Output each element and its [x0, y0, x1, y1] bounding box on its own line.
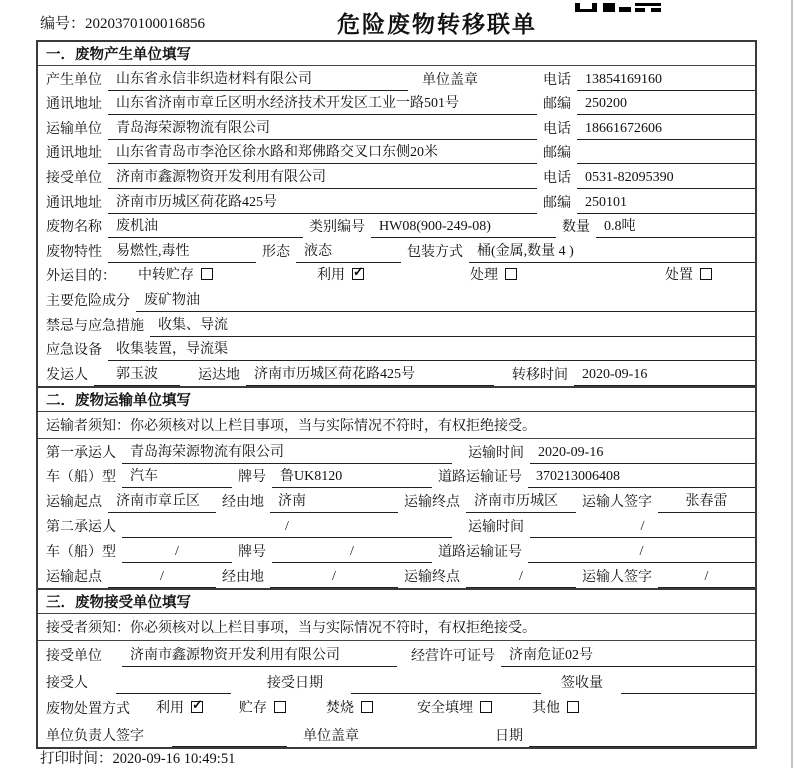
disposal-option-incinerate	[326, 697, 373, 720]
form-value: 液态	[296, 240, 401, 263]
via-label: 经由地	[222, 495, 264, 511]
producer-zip-value: 250200	[577, 96, 755, 115]
first-via-value: 济南	[270, 490, 398, 513]
form-label: 形态	[262, 244, 290, 260]
vehicle-type-label: 车（船）型	[46, 544, 116, 560]
via-label: 经由地	[222, 569, 264, 585]
serial-label: 编号：	[40, 16, 86, 32]
license-value: 济南危证02号	[501, 644, 755, 667]
taboo-value: 收集、导流	[150, 314, 755, 337]
receiver-address-value: 济南市历城区荷花路425号	[108, 191, 537, 214]
transporter-label: 运输单位	[46, 121, 102, 137]
first-plate-value: 鲁UK8120	[272, 465, 432, 488]
origin-label: 运输起点	[46, 569, 102, 585]
disposal-landfill-checkbox[interactable]	[480, 701, 492, 713]
quantity-value: 0.8吨	[596, 215, 755, 238]
serial-number: 2020370100016856	[85, 16, 206, 32]
storage-checkbox[interactable]	[201, 268, 213, 280]
second-via-value: /	[270, 569, 398, 588]
row-receiver-address	[38, 189, 755, 214]
date-value	[529, 729, 755, 747]
purpose-label: 外运目的：	[46, 269, 116, 285]
checkbox-label: 其他	[532, 701, 560, 716]
acceptor-label: 接受人	[46, 675, 88, 691]
date-label: 日期	[495, 728, 523, 744]
checkbox-label: 中转贮存	[138, 268, 194, 284]
first-origin-value: 济南市章丘区	[108, 490, 216, 513]
row-receiver	[38, 164, 755, 189]
accept-unit-value: 济南市鑫源物资开发利用有限公司	[122, 644, 397, 667]
zip-label: 邮编	[543, 97, 571, 113]
first-vehicle-value: 汽车	[122, 465, 232, 488]
unit-stamp-label: 单位盖章	[422, 72, 478, 88]
endpoint-label: 运输终点	[404, 495, 460, 511]
receiver-label: 接受单位	[46, 170, 102, 186]
row-second-vehicle	[38, 538, 755, 563]
first-carrier-signature-value: 张春雷	[658, 490, 755, 513]
address-label: 通讯地址	[46, 146, 102, 162]
zip-label: 邮编	[543, 146, 571, 162]
manifest-table	[36, 40, 757, 749]
transporter-phone-value: 18661672606	[577, 121, 755, 140]
page-edge-line	[791, 0, 793, 768]
checkbox-label: 处置	[665, 268, 693, 284]
checkbox-label: 利用	[317, 268, 345, 284]
transport-time-label: 运输时间	[468, 519, 524, 535]
disposal-option-utilize	[156, 697, 203, 720]
taboo-label: 禁忌与应急措施	[46, 318, 144, 334]
row-first-route	[38, 488, 755, 513]
head-signature-label: 单位负责人签字	[46, 728, 144, 744]
producer-phone-value: 13854169160	[577, 72, 755, 91]
second-carrier-signature-value: /	[658, 569, 755, 588]
zip-label: 邮编	[543, 195, 571, 211]
row-transfer-purpose	[38, 263, 755, 288]
second-road-permit-value: /	[528, 544, 755, 563]
unit-stamp-label: 单位盖章	[303, 728, 359, 744]
first-carrier-label: 第一承运人	[46, 445, 116, 461]
accept-date-label: 接受日期	[267, 675, 323, 691]
row-waste-name	[38, 214, 755, 239]
section-transporter-heading: 二．废物运输单位填写	[38, 388, 755, 412]
first-road-permit-value: 370213006408	[528, 469, 755, 488]
purpose-option-storage	[138, 264, 213, 287]
disposal-utilize-checkbox[interactable]	[191, 701, 203, 713]
producer-label: 产生单位	[46, 72, 102, 88]
transfer-date-value: 2020-09-16	[574, 367, 755, 386]
origin-label: 运输起点	[46, 495, 102, 511]
head-signature-value	[172, 729, 287, 747]
section-producer-heading: 一．废物产生单位填写	[38, 42, 755, 66]
accept-date-value	[351, 676, 541, 694]
road-permit-label: 道路运输证号	[438, 470, 522, 486]
waste-name-label: 废物名称	[46, 220, 102, 236]
purpose-option-dispose	[665, 264, 712, 287]
vehicle-type-label: 车（船）型	[46, 470, 116, 486]
carrier-signature-label: 运输人签字	[582, 495, 652, 511]
utilize-checkbox[interactable]	[352, 268, 364, 280]
accept-unit-label: 接受单位	[46, 649, 102, 664]
acceptor-value	[116, 676, 231, 694]
received-qty-value	[621, 676, 755, 694]
endpoint-label: 运输终点	[404, 569, 460, 585]
equipment-value: 收集装置，导流渠	[108, 338, 755, 361]
section-transporter	[38, 386, 755, 588]
second-plate-value: /	[272, 544, 432, 563]
row-transporter-address	[38, 140, 755, 165]
receiver-phone-value: 0531-82095390	[577, 170, 755, 189]
checkbox-label: 处理	[470, 268, 498, 284]
address-label: 通讯地址	[46, 97, 102, 113]
producer-address-value: 山东省济南市章丘区明水经济技术开发区工业一路501号	[108, 92, 537, 115]
category-value: HW08(900-249-08)	[371, 219, 556, 238]
print-time-value: 2020-09-16 10:49:51	[112, 751, 236, 767]
row-waste-character	[38, 238, 755, 263]
row-transporter	[38, 115, 755, 140]
row-disposal-method	[38, 694, 755, 721]
section-receiver-heading: 三．废物接受单位填写	[38, 590, 755, 614]
row-emergency-equipment	[38, 337, 755, 362]
first-carrier-time-value: 2020-09-16	[530, 445, 755, 464]
second-carrier-time-value: /	[530, 519, 755, 538]
road-permit-label: 道路运输证号	[438, 544, 522, 560]
disposal-option-landfill	[417, 697, 492, 720]
row-second-route	[38, 563, 755, 588]
row-first-carrier	[38, 439, 755, 464]
transporter-notice: 运输者须知：你必须核对以上栏目事项，当与实际情况不符时，有权拒绝接受。	[38, 412, 755, 439]
plate-label: 牌号	[238, 470, 266, 486]
shipper-value: 郭玉波	[94, 363, 180, 386]
transporter-address-value: 山东省青岛市李沧区徐水路和郑佛路交叉口东侧20米	[108, 141, 537, 164]
transporter-value: 青岛海荣源物流有限公司	[108, 117, 537, 140]
transfer-date-label: 转移时间	[512, 367, 568, 383]
waste-character-label: 废物特性	[46, 244, 102, 260]
category-label: 类别编号	[309, 220, 365, 236]
disposal-incinerate-checkbox[interactable]	[361, 701, 373, 713]
section-producer	[38, 42, 755, 386]
waste-character-value: 易燃性,毒性	[108, 240, 256, 263]
first-carrier-value: 青岛海荣源物流有限公司	[122, 441, 452, 464]
second-carrier-value: /	[122, 519, 452, 538]
row-head-signature	[38, 720, 755, 747]
row-second-carrier	[38, 513, 755, 538]
receiver-zip-value: 250101	[577, 195, 755, 214]
disposal-other-checkbox[interactable]	[567, 701, 579, 713]
receiver-notice: 接受者须知：你必须核对以上栏目事项，当与实际情况不符时，有权拒绝接受。	[38, 614, 755, 641]
second-endpoint-value: /	[466, 569, 576, 588]
hazard-value: 废矿物油	[136, 289, 755, 312]
second-vehicle-value: /	[122, 544, 232, 563]
phone-label: 电话	[543, 72, 571, 88]
phone-label: 电话	[543, 121, 571, 137]
disposal-option-other	[532, 697, 579, 720]
transport-time-label: 运输时间	[468, 445, 524, 461]
print-time-label: 打印时间：	[40, 751, 113, 767]
disposal-option-store	[239, 697, 286, 720]
purpose-option-utilize	[317, 264, 364, 287]
address-label: 通讯地址	[46, 195, 102, 211]
row-producer	[38, 66, 755, 91]
dispose-checkbox[interactable]	[700, 268, 712, 280]
row-accept-unit	[38, 641, 755, 668]
row-first-vehicle	[38, 464, 755, 489]
qr-code-icon	[575, 0, 661, 10]
packing-value: 桶(金属,数量 4 )	[469, 240, 755, 263]
checkbox-label: 焚烧	[326, 701, 354, 716]
destination-label: 运达地	[198, 367, 240, 383]
hazard-label: 主要危险成分	[46, 293, 130, 309]
treat-checkbox[interactable]	[505, 268, 517, 280]
phone-label: 电话	[543, 170, 571, 186]
row-hazard-component	[38, 287, 755, 312]
print-time-row	[40, 747, 235, 768]
section-receiver	[38, 588, 755, 747]
row-shipper	[38, 361, 755, 386]
shipper-label: 发运人	[46, 367, 88, 383]
receiver-value: 济南市鑫源物资开发利用有限公司	[108, 166, 537, 189]
document-title: 危险废物转移联单	[337, 12, 537, 37]
first-endpoint-value: 济南市历城区	[466, 490, 576, 513]
quantity-label: 数量	[562, 220, 590, 236]
row-producer-address	[38, 91, 755, 116]
disposal-method-label: 废物处置方式	[46, 702, 130, 717]
packing-label: 包装方式	[407, 244, 463, 260]
checkbox-label: 利用	[156, 701, 184, 716]
waste-name-value: 废机油	[108, 215, 303, 238]
row-taboo-measures	[38, 312, 755, 337]
disposal-store-checkbox[interactable]	[274, 701, 286, 713]
plate-label: 牌号	[238, 544, 266, 560]
purpose-option-treat	[470, 264, 517, 287]
checkbox-label: 安全填埋	[417, 701, 473, 716]
producer-value: 山东省永信非织造材料有限公司	[108, 68, 408, 91]
document-header	[0, 0, 796, 38]
second-carrier-label: 第二承运人	[46, 519, 116, 535]
license-label: 经营许可证号	[411, 649, 495, 664]
checkbox-label: 贮存	[239, 701, 267, 716]
transporter-zip-value	[577, 146, 755, 164]
destination-value: 济南市历城区荷花路425号	[246, 363, 494, 386]
carrier-signature-label: 运输人签字	[582, 569, 652, 585]
equipment-label: 应急设备	[46, 343, 102, 359]
row-acceptor	[38, 667, 755, 694]
received-qty-label: 签收量	[561, 675, 603, 691]
second-origin-value: /	[108, 569, 216, 588]
